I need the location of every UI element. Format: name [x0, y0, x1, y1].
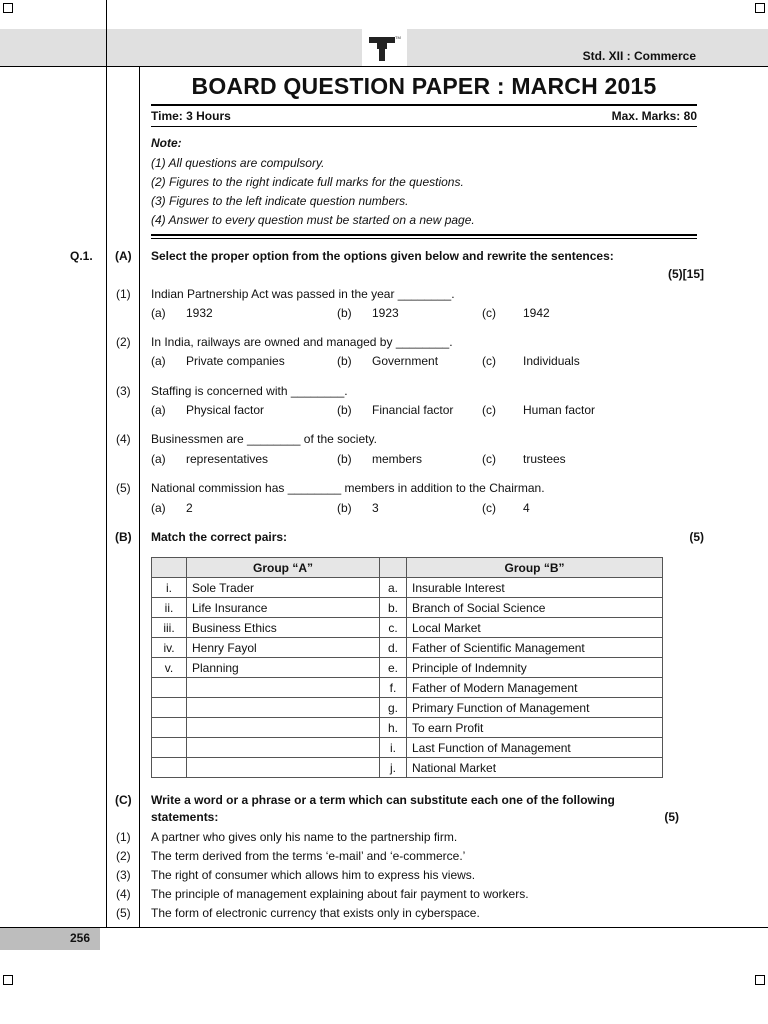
- table-row: [152, 698, 663, 718]
- table-cell: [187, 738, 380, 758]
- table-cell: f.: [380, 678, 407, 698]
- note-item: (4) Answer to every question must be started on a new page.: [151, 213, 475, 227]
- note-item: (1) All questions are compulsory.: [151, 156, 325, 170]
- option-text: members: [372, 452, 423, 466]
- option-text: Physical factor: [186, 403, 265, 417]
- svg-text:TM: TM: [395, 35, 401, 40]
- table-row: [152, 678, 663, 698]
- option-label: (b): [337, 501, 352, 515]
- mcq-text: In India, railways are owned and managed by ________.: [151, 335, 453, 349]
- statement-text: The form of electronic currency that exists only in cyberspace.: [151, 906, 480, 920]
- mcq-text: Indian Partnership Act was passed in the year ________.: [151, 287, 455, 301]
- table-cell: b.: [380, 598, 407, 618]
- statement-number: (2): [116, 849, 131, 863]
- table-cell: Branch of Social Science: [407, 598, 663, 618]
- statement-number: (5): [116, 906, 131, 920]
- option-label: (c): [482, 501, 496, 515]
- table-row: [152, 658, 663, 678]
- option-text: Individuals: [523, 354, 580, 368]
- table-row: [152, 738, 663, 758]
- table-cell: To earn Profit: [407, 718, 663, 738]
- table-row: [152, 758, 663, 778]
- table-cell: j.: [380, 758, 407, 778]
- table-cell: Insurable Interest: [407, 578, 663, 598]
- mcq-text: Businessmen are ________ of the society.: [151, 432, 377, 446]
- header-bottom-rule: [0, 66, 768, 67]
- option-text: Private companies: [186, 354, 285, 368]
- option-text: 1942: [523, 306, 550, 320]
- table-cell: National Market: [407, 758, 663, 778]
- section-c-marks: (5): [664, 810, 679, 824]
- table-header-row: [152, 558, 663, 578]
- table-cell: [152, 718, 187, 738]
- note-item: (3) Figures to the left indicate question numbers.: [151, 194, 409, 208]
- match-pairs-table: [151, 557, 663, 778]
- option-label: (b): [337, 403, 352, 417]
- section-c-instruction: Write a word or a phrase or a term which can substitute each one of the following: [151, 793, 615, 807]
- mcq-number: (1): [116, 287, 131, 301]
- table-cell: Business Ethics: [187, 618, 380, 638]
- section-a-instruction: Select the proper option from the options given below and rewrite the sentences:: [151, 249, 614, 263]
- crop-mark-top-left: [3, 3, 13, 13]
- group-b-header: Group “B”: [407, 558, 663, 578]
- statement-text: A partner who gives only his name to the partnership firm.: [151, 830, 458, 844]
- table-cell: Planning: [187, 658, 380, 678]
- section-a-marks: (5)[15]: [667, 267, 704, 281]
- max-marks-label: Max. Marks: 80: [611, 109, 697, 123]
- mcq-number: (5): [116, 481, 131, 495]
- option-text: 1932: [186, 306, 213, 320]
- table-cell: e.: [380, 658, 407, 678]
- table-cell: [152, 698, 187, 718]
- table-cell: [152, 738, 187, 758]
- table-cell: Last Function of Management: [407, 738, 663, 758]
- table-cell: iv.: [152, 638, 187, 658]
- table-cell: Father of Scientific Management: [407, 638, 663, 658]
- page-title: BOARD QUESTION PAPER : MARCH 2015: [191, 73, 657, 99]
- crop-mark-top-right: [755, 3, 765, 13]
- option-label: (b): [337, 452, 352, 466]
- statement-number: (4): [116, 887, 131, 901]
- group-a-header: Group “A”: [187, 558, 380, 578]
- section-c-instruction-cont: statements:: [151, 810, 219, 824]
- table-header-cell: [380, 558, 407, 578]
- mcq-number: (4): [116, 432, 131, 446]
- option-text: 2: [186, 501, 193, 515]
- table-cell: ii.: [152, 598, 187, 618]
- section-a-label: (A): [115, 249, 132, 263]
- note-rule: [151, 234, 697, 236]
- option-text: Government: [372, 354, 439, 368]
- table-cell: d.: [380, 638, 407, 658]
- table-cell: i.: [152, 578, 187, 598]
- page-number: 256: [70, 931, 91, 945]
- section-b-marks: (5): [689, 530, 704, 544]
- table-cell: [187, 718, 380, 738]
- option-label: (c): [482, 354, 496, 368]
- left-margin-line-inner: [139, 66, 140, 928]
- table-cell: i.: [380, 738, 407, 758]
- table-cell: c.: [380, 618, 407, 638]
- table-cell: v.: [152, 658, 187, 678]
- time-label: Time: 3 Hours: [151, 109, 231, 123]
- table-cell: Life Insurance: [187, 598, 380, 618]
- option-label: (a): [151, 501, 166, 515]
- mcq-text: Staffing is concerned with ________.: [151, 384, 348, 398]
- note-item: (2) Figures to the right indicate full marks for the questions.: [151, 175, 464, 189]
- footer-rule: [0, 927, 768, 928]
- section-b-instruction: Match the correct pairs:: [151, 530, 288, 544]
- option-label: (c): [482, 306, 496, 320]
- crop-mark-bottom-left: [3, 975, 13, 985]
- table-cell: Principle of Indemnity: [407, 658, 663, 678]
- table-cell: [152, 678, 187, 698]
- option-label: (a): [151, 452, 166, 466]
- table-cell: [152, 758, 187, 778]
- option-text: 1923: [372, 306, 399, 320]
- table-header-cell: [152, 558, 187, 578]
- table-cell: g.: [380, 698, 407, 718]
- table-cell: a.: [380, 578, 407, 598]
- option-label: (b): [337, 354, 352, 368]
- statement-text: The right of consumer which allows him to express his views.: [151, 868, 476, 882]
- table-row: [152, 598, 663, 618]
- table-row: [152, 638, 663, 658]
- option-label: (a): [151, 306, 166, 320]
- table-cell: Primary Function of Management: [407, 698, 663, 718]
- table-cell: [187, 678, 380, 698]
- title-rule: [151, 104, 697, 106]
- left-margin-line: [106, 0, 107, 928]
- option-text: trustees: [523, 452, 566, 466]
- table-row: [152, 718, 663, 738]
- table-row: [152, 618, 663, 638]
- mcq-number: (2): [116, 335, 131, 349]
- option-label: (a): [151, 354, 166, 368]
- statement-number: (1): [116, 830, 131, 844]
- option-label: (a): [151, 403, 166, 417]
- note-rule-thin: [151, 238, 697, 239]
- time-rule: [151, 126, 697, 127]
- statement-text: The principle of management explaining about fair payment to workers.: [151, 887, 529, 901]
- table-cell: Father of Modern Management: [407, 678, 663, 698]
- crop-mark-bottom-right: [755, 975, 765, 985]
- table-cell: Sole Trader: [187, 578, 380, 598]
- option-text: representatives: [186, 452, 269, 466]
- section-c-label: (C): [115, 793, 132, 807]
- tower-logo-icon: [367, 33, 401, 66]
- table-cell: h.: [380, 718, 407, 738]
- table-row: [152, 578, 663, 598]
- table-cell: iii.: [152, 618, 187, 638]
- table-cell: Henry Fayol: [187, 638, 380, 658]
- statement-text: The term derived from the terms ‘e-mail’ and ‘e-commerce.’: [151, 849, 466, 863]
- statement-number: (3): [116, 868, 131, 882]
- standard-label: Std. XII : Commerce: [582, 49, 696, 63]
- table-cell: Local Market: [407, 618, 663, 638]
- option-text: 3: [372, 501, 379, 515]
- table-cell: [187, 758, 380, 778]
- option-text: Financial factor: [372, 403, 454, 417]
- option-label: (c): [482, 452, 496, 466]
- mcq-text: National commission has ________ members in addition to the Chairman.: [151, 481, 545, 495]
- table-cell: [187, 698, 380, 718]
- mcq-number: (3): [116, 384, 131, 398]
- section-b-label: (B): [115, 530, 132, 544]
- option-text: Human factor: [523, 403, 596, 417]
- question-number: Q.1.: [70, 249, 93, 263]
- note-heading: Note:: [151, 136, 182, 150]
- option-text: 4: [523, 501, 530, 515]
- option-label: (b): [337, 306, 352, 320]
- option-label: (c): [482, 403, 496, 417]
